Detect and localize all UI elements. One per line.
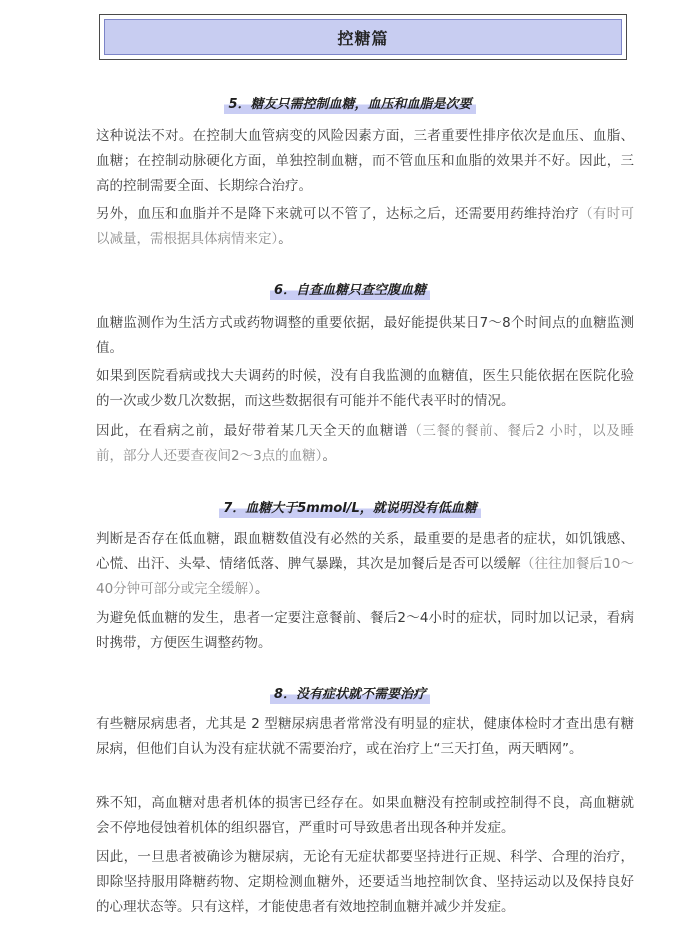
paragraph-tail: 。 xyxy=(278,231,292,247)
paragraph: 为避免低血糖的发生，患者一定要注意餐前、餐后2～4小时的症状，同时加以记录，看病时携带，方便医生调整药物。 xyxy=(96,610,634,651)
paragraph xyxy=(96,527,634,602)
section-heading-7: 7．血糖大于5mmol/L，就说明没有低血糖 xyxy=(0,497,700,518)
title-banner xyxy=(99,14,627,60)
paragraph xyxy=(96,202,634,252)
paragraph: 有些糖尿病患者，尤其是 2 型糖尿病患者常常没有明显的症状，健康体检时才查出患有糖尿病，但他们自认为没有症状就不需要治疗，或在治疗上“三天打鱼，两天晒网”。 xyxy=(96,716,634,757)
page-title: 控糖篇 xyxy=(337,28,389,48)
paragraph-tail: 。 xyxy=(322,448,336,464)
section-heading-6: 6．自查血糖只查空腹血糖 xyxy=(0,279,700,300)
paragraph: 这种说法不对。在控制大血管病变的风险因素方面，三者重要性排序依次是血压、血脂、血糖；在控制动脉硬化方面，单独控制血糖，而不管血压和血脂的效果并不好。因此，三高的控制需要全面、长期综合治疗。 xyxy=(96,128,634,194)
title-banner-inner xyxy=(104,19,622,55)
paragraph-text: 另外，血压和血脂并不是降下来就可以不管了，达标之后，还需要用药维持治疗 xyxy=(96,206,580,222)
paragraph: 因此，一旦患者被确诊为糖尿病，无论有无症状都要坚持进行正规、科学、合理的治疗，即除坚持服用降糖药物、定期检测血糖外，还要适当地控制饮食、坚持运动以及保持良好的心理状态等。只有这样，才能使患者有效地控制血糖并减少并发症。 xyxy=(96,849,634,915)
paragraph: 如果到医院看病或找大夫调药的时候，没有自我监测的血糖值，医生只能依据在医院化验的一次或少数几次数据，而这些数据很有可能并不能代表平时的情况。 xyxy=(96,368,634,409)
paragraph: 殊不知，高血糖对患者机体的损害已经存在。如果血糖没有控制或控制得不良，高血糖就会不停地侵蚀着机体的组织器官，严重时可导致患者出现各种并发症。 xyxy=(96,795,634,836)
paragraph-tail: 。 xyxy=(254,581,269,597)
paragraph-note: （有时可以减量，需根据具体病情来定） xyxy=(96,206,635,247)
paragraph xyxy=(96,419,634,469)
section-heading-8: 8．没有症状就不需要治疗 xyxy=(0,683,700,704)
paragraph-note: （往往加餐后10～40分钟可部分或完全缓解） xyxy=(96,556,634,597)
paragraph: 血糖监测作为生活方式或药物调整的重要依据，最好能提供某日7～8个时间点的血糖监测值。 xyxy=(96,315,634,356)
paragraph-note: （三餐的餐前、餐后2 小时，以及睡前，部分人还要查夜间2～3点的血糖） xyxy=(96,423,634,464)
section-heading-5: 5．糖友只需控制血糖，血压和血脂是次要 xyxy=(0,93,700,114)
paragraph-text: 判断是否存在低血糖，跟血糖数值没有必然的关系，最重要的是患者的症状，如饥饿感、心慌、出汗、头晕、情绪低落、脾气暴躁，其次是加餐后是否可以缓解 xyxy=(96,531,634,572)
paragraph-text: 因此，在看病之前，最好带着某几天全天的血糖谱 xyxy=(96,423,409,439)
